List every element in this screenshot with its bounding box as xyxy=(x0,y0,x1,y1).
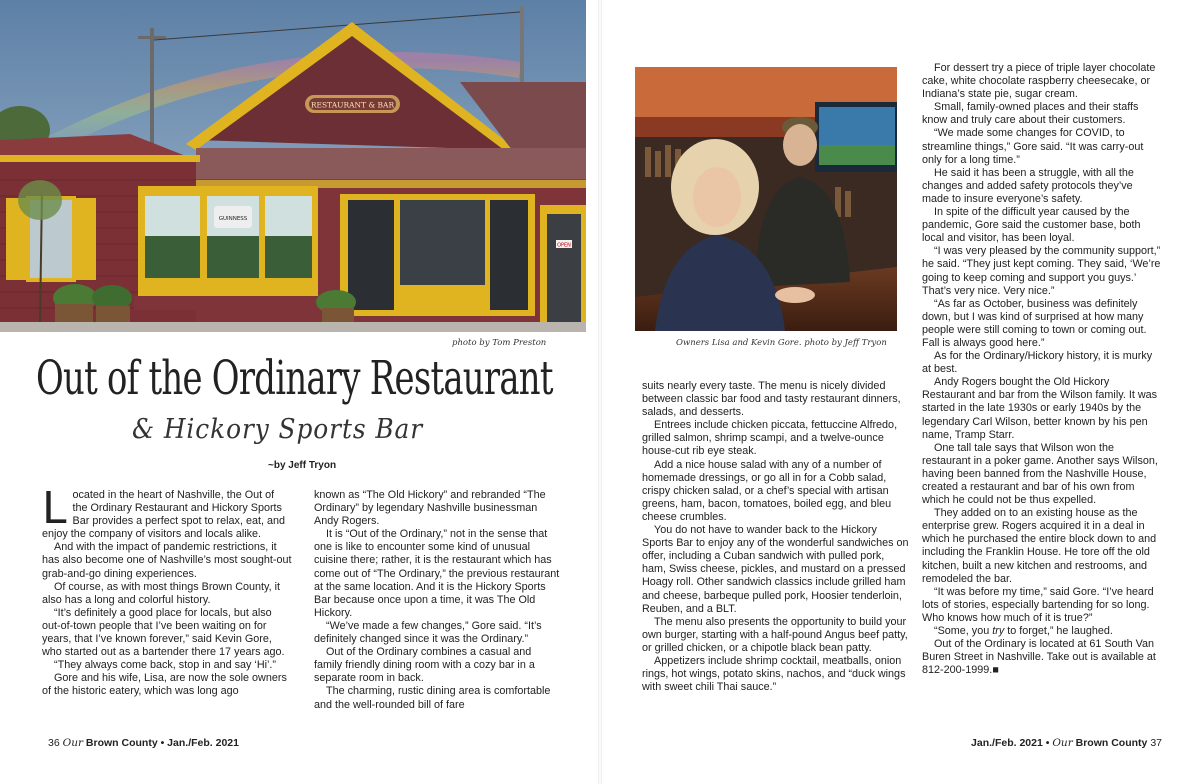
paragraph: “It was before my time,” said Gore. “I’ve heard lots of stories, especially bartending for so long. Who knows how much of it is true?” xyxy=(922,585,1154,624)
paragraph: “As far as October, business was definitely down, but I was kind of surprised at how many people were still coming to town or coming out. Fall is always good here.” xyxy=(922,297,1147,349)
paragraph: Appetizers include shrimp cocktail, meatballs, onion rings, hot wings, potato skins, nachos, and “duck wings with sweet chili Thai sauce.” xyxy=(642,654,906,694)
paragraph: The menu also presents the opportunity to build your own burger, starting with a half-pound Angus beef patty, or grilled chicken, or a chipotle black bean patty. xyxy=(642,615,908,654)
text-column-1 xyxy=(42,483,292,699)
article-byline: ~by Jeff Tryon xyxy=(268,460,337,471)
article-subhead: & Hickory Sports Bar xyxy=(132,414,424,445)
paragraph: Andy Rogers bought the Old Hickory Restaurant and bar from the Wilson family. It was started in the late 1930s or early 1940s by the legendary Carl Wilson, better known by his pen name, Tramp Starr. xyxy=(922,376,1158,441)
paragraph: Of course, as with most things Brown County, it also has a long and colorful history. xyxy=(42,580,281,606)
paragraph: The charming, rustic dining area is comfortable and the well-rounded bill of fare xyxy=(314,685,551,711)
paragraph: Out of the Ordinary combines a casual and family friendly dining room with a cozy bar in a separate room in back. xyxy=(314,646,535,685)
text-column-4 xyxy=(922,62,1162,677)
paragraph: known as “The Old Hickory” and rebranded “The Ordinary” by legendary Nashville businessman Andy Rogers. xyxy=(314,489,546,528)
paragraph: And with the impact of pandemic restrictions, it has also become one of Nashville’s most sought-out grab-and-go dining experiences. xyxy=(42,541,292,580)
paragraph: One tall tale says that Wilson won the restaurant in a poker game. Another says Wilson, having been banned from the Nashville House, created a restaurant and bar of his own from which he could not be thus expelled. xyxy=(922,441,1158,507)
door-open-sign: OPEN xyxy=(557,242,571,249)
paragraph: He said it has been a struggle, with all the changes and added safety protocols they’ve made to insure everyone’s safety. xyxy=(922,166,1134,205)
paragraph: Entrees include chicken piccata, fettuccine Alfredo, grilled salmon, shrimp scampi, and a twelve-ounce house-cut rib eye steak. xyxy=(642,419,898,458)
photo-credit-exterior: photo by Tom Preston xyxy=(452,338,547,348)
restaurant-sign-text: RESTAURANT & BAR xyxy=(310,100,395,110)
right-page xyxy=(600,0,1200,784)
paragraph: It is “Out of the Ordinary,” not in the sense that one is like to encounter some kind of unusual cuisine there; rather, it is the restaurant which has come out of “The Ordinary,” the previous restaurant at the same location. And it is the Hickory Sports Bar because once upon a time, it was The Old Hickory. xyxy=(314,528,560,619)
end-mark: ■ xyxy=(992,664,999,677)
magazine-brand: Our xyxy=(62,737,83,749)
paragraph: They added on to an existing house as the enterprise grew. Rogers acquired it in a deal in which he purchased the entire block down to and including the Franklin House. He tore off the old kitchen, built a new kitchen and restrooms, and remodeled the bar. xyxy=(922,507,1157,585)
owners-photo xyxy=(635,67,897,331)
page-number: 36 xyxy=(48,737,60,749)
magazine-name: Brown County xyxy=(1075,737,1148,749)
paragraph: You do not have to wander back to the Hickory Sports Bar to enjoy any of the wonderful sandwiches on offer, including a Cuban sandwich with pulled pork, ham, Swiss cheese, pickles, and mustard on a pressed Hoagy roll. Other sandwich classics include grilled ham and cheese, barbeque pulled pork, Hoosier tenderloin, Reuben, and a BLT. xyxy=(642,524,909,615)
drop-cap: L xyxy=(42,483,67,534)
article-headline: Out of the Ordinary Restaurant xyxy=(36,351,553,406)
paragraph: “They always come back, stop in and say ‘Hi’.” xyxy=(54,659,277,672)
paragraph: suits nearly every taste. The menu is nicely divided between classic bar food and tasty restaurant dinners, salads, and desserts. xyxy=(642,380,901,419)
issue-date: Jan./Feb. 2021 • xyxy=(971,737,1050,749)
text-column-3 xyxy=(642,380,910,694)
restaurant-exterior-photo xyxy=(0,0,586,332)
folio-left xyxy=(48,737,239,749)
paragraph: “We’ve made a few changes,” Gore said. “It’s definitely changed since it was the Ordinary.” xyxy=(314,619,542,646)
paragraph: “Some, you try to forget,” he laughed. xyxy=(934,625,1113,638)
paragraph: Out of the Ordinary is located at 61 South Van Buren Street in Nashville. Take out is available at 812-200-1999.■ xyxy=(922,638,1156,677)
paragraph: Gore and his wife, Lisa, are now the sole owners of the historic eatery, which was long ago xyxy=(42,672,287,698)
guinness-window-sign: GUINNESS xyxy=(218,216,248,222)
magazine-brand: Our xyxy=(1052,737,1073,749)
paragraph: “We made some changes for COVID, to streamline things,” Gore said. “It was carry-out only for a long time.” xyxy=(922,127,1144,166)
page-number: 37 xyxy=(1150,737,1162,749)
paragraph: As for the Ordinary/Hickory history, it is murky at best. xyxy=(922,350,1153,376)
issue-date: • Jan./Feb. 2021 xyxy=(160,737,239,749)
paragraph: Located in the heart of Nashville, the Out of the Ordinary Restaurant and Hickory Sports Bar provides a perfect spot to relax, eat, and enjoy the company of visitors and locals alike. xyxy=(42,483,285,541)
text-column-2 xyxy=(314,489,560,712)
photo-credit-owners: Owners Lisa and Kevin Gore. photo by Jeff Tryon xyxy=(676,338,887,348)
paragraph: “I was very pleased by the community support,” he said. “They just kept coming. They said, ‘We’re going to keep coming and support you guys.’ That’s very nice. Very nice.” xyxy=(922,245,1161,297)
paragraph: In spite of the difficult year caused by the pandemic, Gore said the customer base, both local and visitor, has been loyal. xyxy=(922,206,1141,245)
paragraph: Add a nice house salad with any of a number of homemade dressings, or go all in for a Cobb salad, crispy chicken salad, or a chef’s special with artisan greens, ham, bacon, tomatoes, boiled egg, and bleu cheese crumbles. xyxy=(642,458,892,523)
magazine-name: Brown County xyxy=(85,737,158,749)
paragraph: For dessert try a piece of triple layer chocolate cake, white chocolate raspberry cheesecake, or Indiana’s state pie, sugar cream. xyxy=(922,62,1156,101)
folio-right xyxy=(971,737,1162,749)
paragraph: “It’s definitely a good place for locals, but also out-of-town people that I’ve been waiting on for years, that I’ve known forever,” said Kevin Gore, who started out as a bartender there 17 years ago. xyxy=(42,606,285,659)
paragraph: Small, family-owned places and their staffs know and truly care about their customers. xyxy=(922,101,1139,127)
